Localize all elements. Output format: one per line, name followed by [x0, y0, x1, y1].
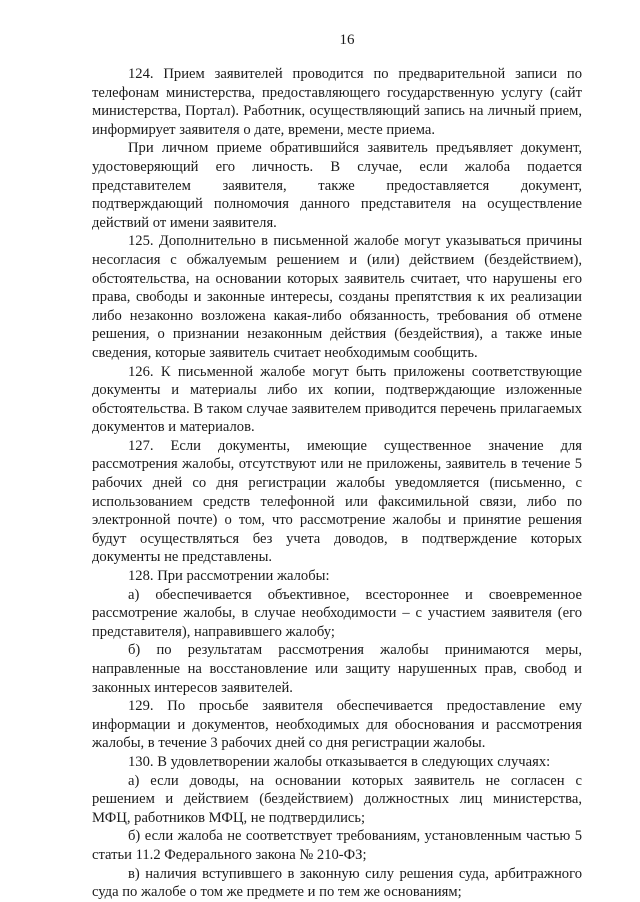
paragraph-128-b: б) по результатам рассмотрения жалобы принимаются меры, направленные на восстановление или защиту нарушенных прав, свобод и законных интересов заявителей. — [92, 642, 582, 696]
paragraph-130: 130. В удовлетворении жалобы отказывается в следующих случаях: — [128, 753, 551, 770]
paragraph-130-c: в) наличия вступившего в законную силу решения суда, арбитражного суда по жалобе о том же предмете и по тем же основаниям; — [92, 865, 582, 901]
paragraph-127: 127. Если документы, имеющие существенное значение для рассмотрения жалобы, отсутствуют или не приложены, заявитель в течение 5 рабочих дней со дня регистрации жалобы уведомляется (письменно, с использованием средств телефонной или факсимильной связи, либо по электронной почте) о том, что рассмотрение жалобы и принятие решения будут осуществляться без учета доводов, в подтверждение которых документы не представлены. — [92, 437, 582, 566]
paragraph-124: 124. Прием заявителей проводится по предварительной записи по телефонам министерства, предоставляющего государственную услугу (сайт министерства, Портал). Работник, осуществляющий запись на личный прием, информирует заявителя о дате, времени, месте приема. — [92, 66, 582, 138]
paragraph-130-b: б) если жалоба не соответствует требованиям, установленным частью 5 статьи 11.2 Федерального закона № 210-ФЗ; — [92, 828, 582, 863]
document-body — [92, 65, 582, 902]
paragraph-128-a: а) обеспечивается объективное, всестороннее и своевременное рассмотрение жалобы, в случае необходимости – с участием заявителя (его представителя), направившего жалобу; — [92, 586, 582, 640]
paragraph-personal-reception: При личном приеме обратившийся заявитель предъявляет документ, удостоверяющий его личность. В случае, если жалоба подается представителем заявителя, также предоставляется документ, подтверждающий полномочия данного представителя на осуществление действий от имени заявителя. — [92, 140, 582, 231]
paragraph-128: 128. При рассмотрении жалобы: — [128, 568, 330, 585]
paragraph-125: 125. Дополнительно в письменной жалобе могут указываться причины несогласия с обжалуемым решением и (или) действием (бездействием), обстоятельства, на основании которых заявитель считает, что нарушены его права, свободы и законные интересы, созданы препятствия к их реализации либо незаконно возложена какая-либо обязанность, требования об отмене решения, о признании незаконным действия (бездействия), а также иные сведения, которые заявитель считает необходимым сообщить. — [92, 233, 582, 361]
paragraph-130-a: а) если доводы, на основании которых заявитель не согласен с решением и действием (бездействием) должностных лиц министерства, МФЦ, работников МФЦ, не подтвердились; — [92, 772, 582, 826]
page-number: 16 — [339, 32, 355, 48]
paragraph-126: 126. К письменной жалобе могут быть приложены соответствующие документы и материалы либо их копии, подтверждающие изложенные обстоятельства. В таком случае заявителем приводится перечень прилагаемых документов и материалов. — [92, 363, 582, 436]
paragraph-129: 129. По просьбе заявителя обеспечивается предоставление ему информации и документов, необходимых для обоснования и рассмотрения жалобы, в течение 3 рабочих дней со дня регистрации жалобы. — [92, 698, 582, 752]
